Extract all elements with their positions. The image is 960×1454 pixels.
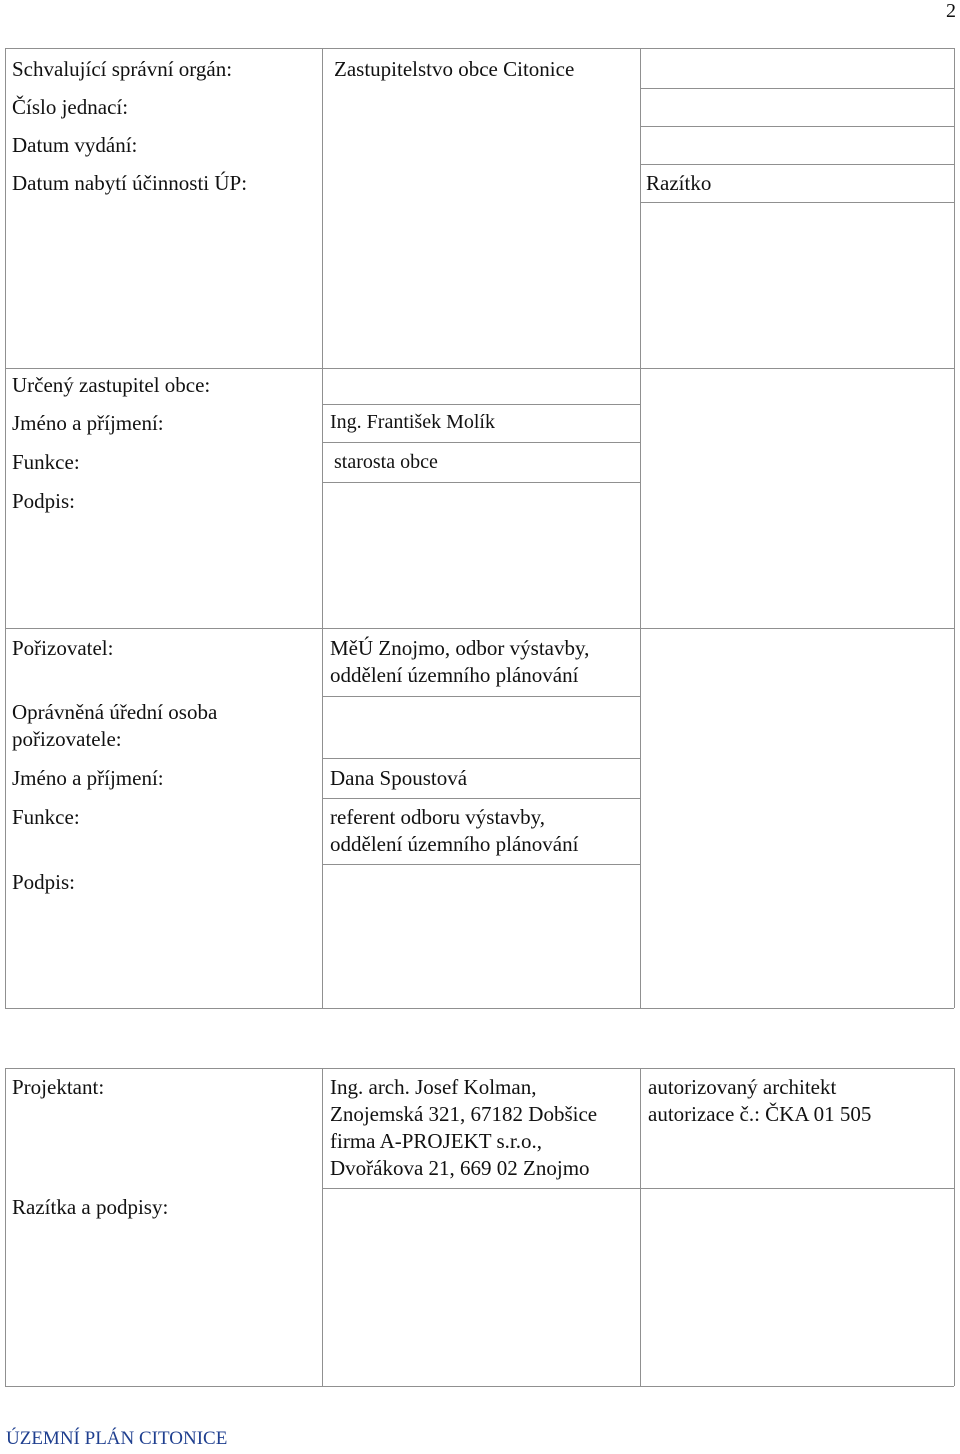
procurer-name-label: Jméno a příjmení: bbox=[12, 766, 164, 790]
issue-date-label: Datum vydání: bbox=[12, 133, 138, 157]
qualification-line-1: autorizovaný architekt bbox=[648, 1075, 837, 1099]
representative-function-label: Funkce: bbox=[12, 450, 80, 474]
representative-title: Určený zastupitel obce: bbox=[12, 373, 211, 397]
official-label-line2: pořizovatele: bbox=[12, 727, 122, 751]
procurer-function-label: Funkce: bbox=[12, 805, 80, 829]
page-number: 2 bbox=[946, 0, 956, 22]
qualification-line-2: autorizace č.: ČKA 01 505 bbox=[648, 1102, 872, 1126]
document-footer: ÚZEMNÍ PLÁN CITONICE bbox=[6, 1428, 228, 1449]
designer-line-1: Ing. arch. Josef Kolman, bbox=[330, 1075, 537, 1099]
procurer-signature-label: Podpis: bbox=[12, 870, 76, 894]
procurer-function-line1: referent odboru výstavby, bbox=[330, 805, 545, 829]
procurer-value-line1: MěÚ Znojmo, odbor výstavby, bbox=[330, 636, 590, 660]
effective-date-label: Datum nabytí účinnosti ÚP: bbox=[12, 171, 248, 195]
approval-authority-label: Schvalující správní orgán: bbox=[12, 57, 233, 81]
procurer-function-line2: oddělení územního plánování bbox=[330, 832, 579, 856]
procurer-value-line2: oddělení územního plánování bbox=[330, 663, 579, 687]
designer-line-4: Dvořákova 21, 669 02 Znojmo bbox=[330, 1156, 590, 1180]
representative-name-value: Ing. František Molík bbox=[330, 411, 495, 433]
stamp-label: Razítko bbox=[646, 171, 712, 195]
representative-signature-label: Podpis: bbox=[12, 489, 76, 513]
designer-line-3: firma A-PROJEKT s.r.o., bbox=[330, 1129, 542, 1153]
designer-line-2: Znojemská 321, 67182 Dobšice bbox=[330, 1102, 598, 1126]
stamps-label: Razítka a podpisy: bbox=[12, 1195, 169, 1219]
procurer-name-value: Dana Spoustová bbox=[330, 766, 468, 790]
designer-label: Projektant: bbox=[12, 1075, 105, 1099]
approval-authority-value: Zastupitelstvo obce Citonice bbox=[334, 57, 575, 81]
procurer-label: Pořizovatel: bbox=[12, 636, 114, 660]
official-label-line1: Oprávněná úřední osoba bbox=[12, 700, 218, 724]
representative-function-value: starosta obce bbox=[334, 451, 438, 473]
ref-number-label: Číslo jednací: bbox=[12, 95, 129, 119]
representative-name-label: Jméno a příjmení: bbox=[12, 411, 164, 435]
